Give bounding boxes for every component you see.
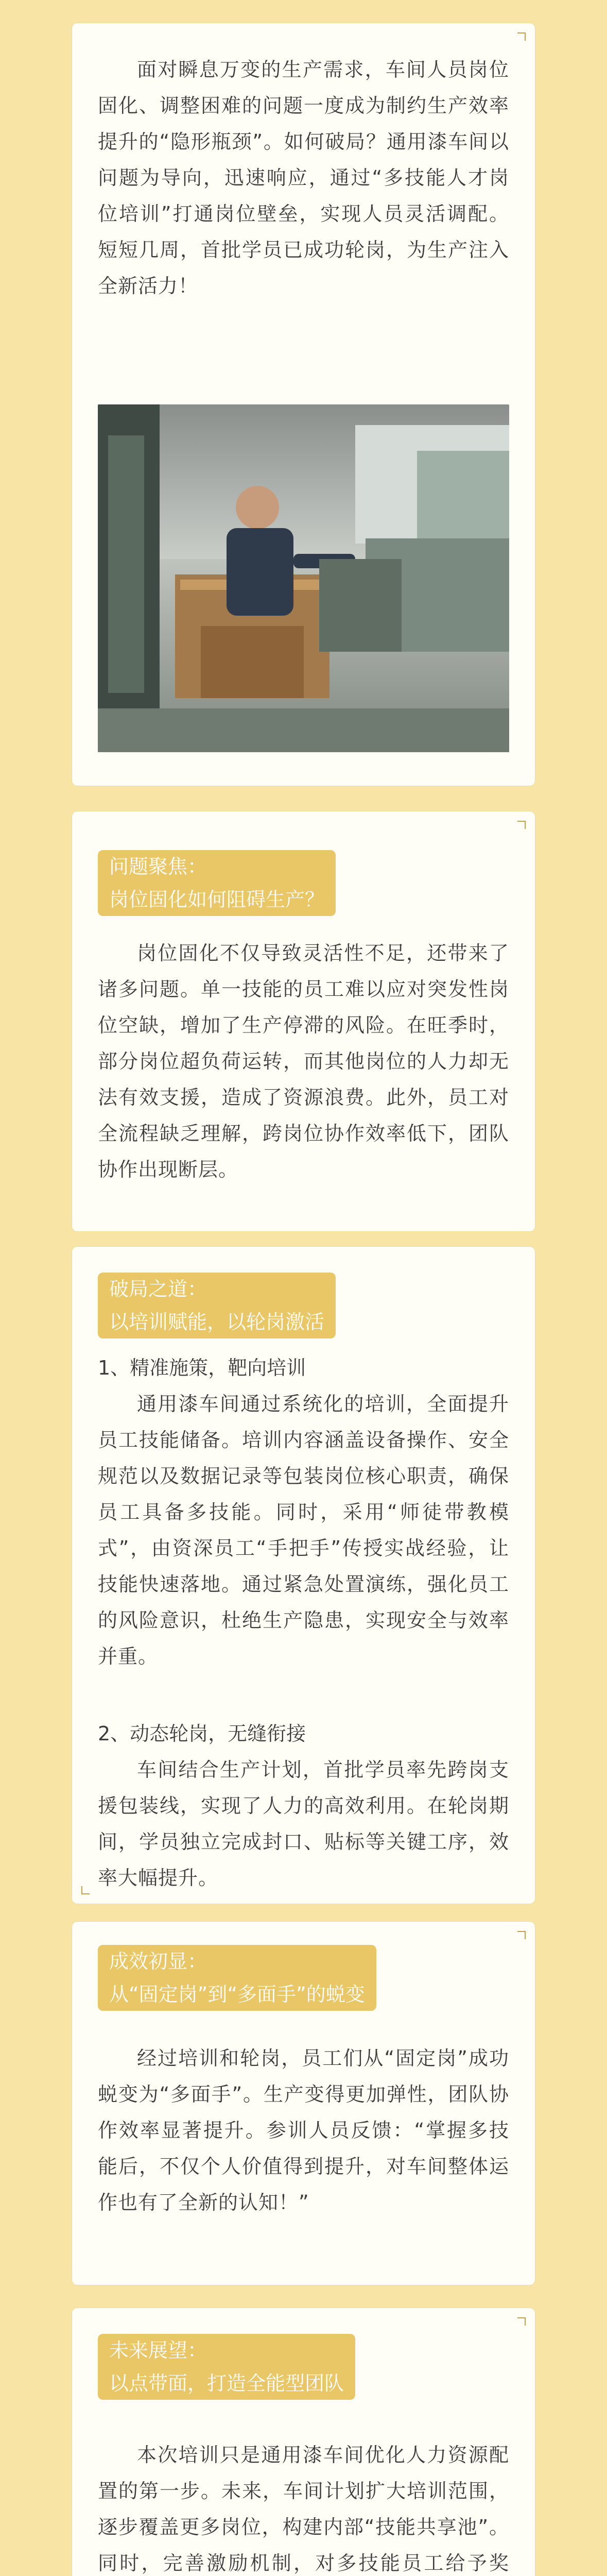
- corner-decoration: [517, 1931, 526, 1939]
- section-title-line2: 岗位固化如何阻碍生产？: [109, 888, 325, 911]
- section-title-outlook: [98, 2334, 355, 2400]
- corner-decoration: [81, 1886, 90, 1894]
- corner-decoration: [517, 32, 526, 41]
- corner-decoration: [517, 821, 526, 829]
- subheading-rotation: 2、动态轮岗，无缝衔接: [98, 1722, 306, 1745]
- section-title-line1: 问题聚焦：: [109, 855, 207, 878]
- rotation-paragraph: 车间结合生产计划，首批学员率先跨岗支援包装线，实现了人力的高效利用。在轮岗期间，学员独立完成封口、贴标等关键工序，效率大幅提升。: [98, 1758, 509, 1889]
- section-title-line1: 成效初显：: [109, 1950, 207, 1973]
- section-title-results: [98, 1945, 376, 2011]
- outlook-paragraph: 本次培训只是通用漆车间优化人力资源配置的第一步。未来，车间计划扩大培训范围，逐步覆盖更多岗位，构建内部“技能共享池”。同时，完善激励机制，对多技能员工给予奖: [98, 2444, 509, 2574]
- problem-paragraph: 岗位固化不仅导致灵活性不足，还带来了诸多问题。单一技能的员工难以应对突发性岗位空缺，增加了生产停滞的风险。在旺季时，部分岗位超负荷运转，而其他岗位的人力却无法有效支援，造成了资源浪费。此外，员工对全流程缺乏理解，跨岗位协作效率低下，团队协作出现断层。: [98, 942, 509, 1181]
- outlook-card: [72, 2308, 535, 2576]
- corner-decoration: [517, 2317, 526, 2326]
- workshop-photo-1: [98, 404, 509, 752]
- section-title-line1: 破局之道：: [109, 1278, 207, 1300]
- section-title-line1: 未来展望：: [109, 2339, 207, 2362]
- problem-card: [72, 811, 535, 1231]
- intro-paragraph: 面对瞬息万变的生产需求，车间人员岗位固化、调整困难的问题一度成为制约生产效率提升的“隐形瓶颈”。如何破局？通用漆车间以问题为导向，迅速响应，通过“多技能人才岗位培训”打通岗位壁垒，实现人员灵活调配。短短几周，首批学员已成功轮岗，为生产注入全新活力！: [98, 58, 509, 297]
- section-title-problem: [98, 850, 336, 916]
- solution-card: [72, 1247, 535, 1904]
- section-title-line2: 以培训赋能，以轮岗激活: [109, 1311, 325, 1333]
- section-title-solution: [98, 1273, 336, 1338]
- results-paragraph: 经过培训和轮岗，员工们从“固定岗”成功蜕变为“多面手”。生产变得更加弹性，团队协作效率显著提升。参训人员反馈：“掌握多技能后，不仅个人价值得到提升，对车间整体运作也有了全新的认知！”: [98, 2047, 509, 2214]
- subheading-training: 1、精准施策，靶向培训: [98, 1357, 306, 1379]
- training-paragraph: 通用漆车间通过系统化的培训，全面提升员工技能储备。培训内容涵盖设备操作、安全规范以及数据记录等包装岗位核心职责，确保员工具备多技能。同时，采用“师徒带教模式”，由资深员工“手把手”传授实战经验，让技能快速落地。通过紧急处置演练，强化员工的风险意识，杜绝生产隐患，实现安全与效率并重。: [98, 1393, 509, 1668]
- results-card: [72, 1922, 535, 2285]
- intro-card: [72, 23, 535, 786]
- section-title-line2: 从“固定岗”到“多面手”的蜕变: [109, 1983, 365, 2006]
- section-title-line2: 以点带面，打造全能型团队: [109, 2372, 344, 2395]
